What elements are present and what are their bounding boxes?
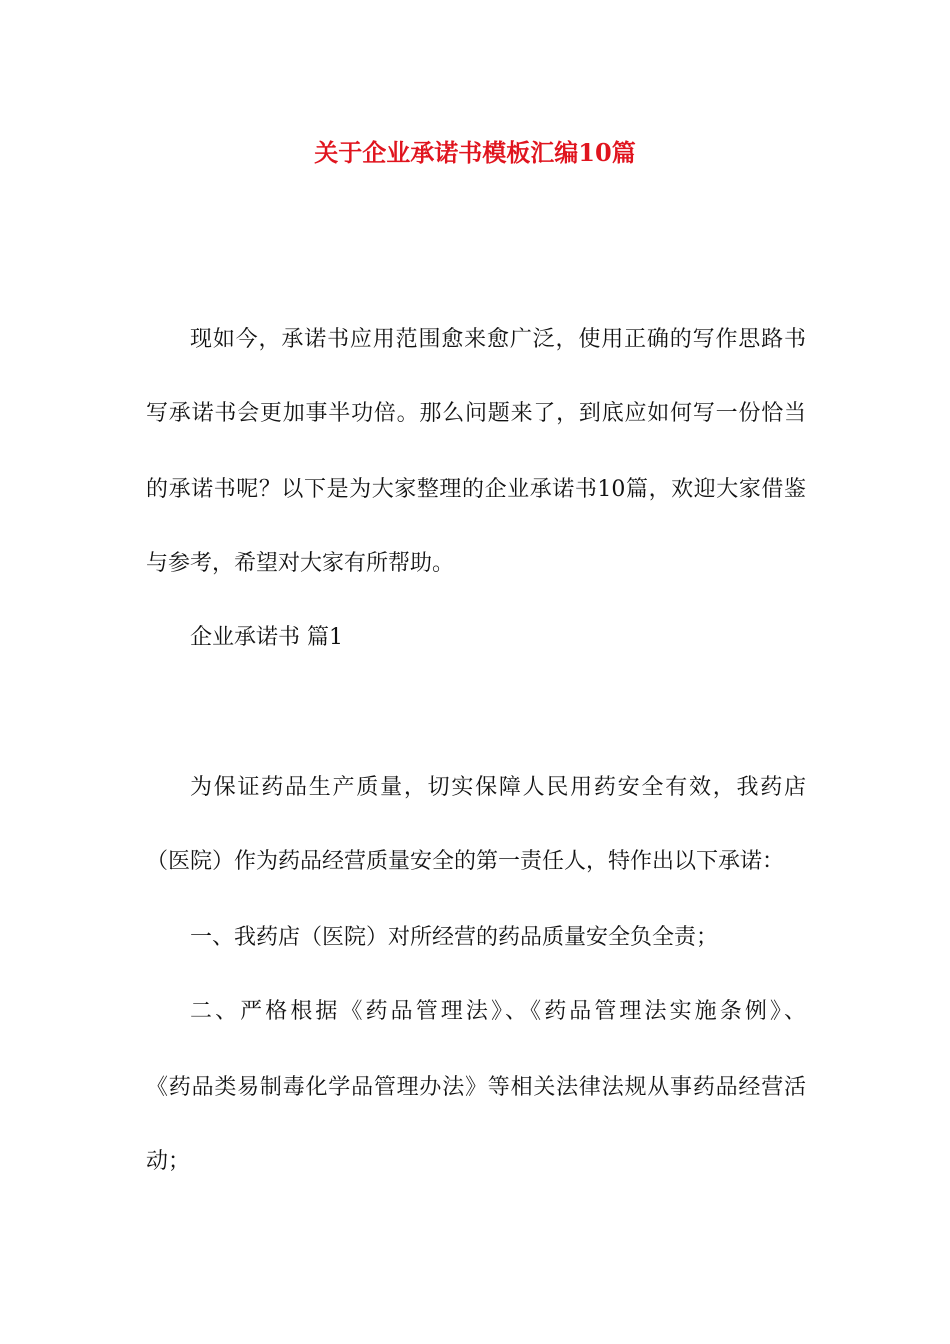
section-heading: 企业承诺书 篇1 [190, 625, 343, 650]
paragraph-line: 动； [146, 1149, 191, 1174]
paragraph-line: 《药品类易制毒化学品管理办法》等相关法律法规从事药品经营活 [146, 1075, 806, 1100]
paragraph-line: 现如今，承诺书应用范围愈来愈广泛，使用正确的写作思路书 [190, 327, 806, 352]
list-item: 二、严格根据《药品管理法》、《药品管理法实施条例》、 [190, 999, 806, 1024]
paragraph-line: 与参考，希望对大家有所帮助。 [146, 551, 455, 576]
paragraph-line: （医院）作为药品经营质量安全的第一责任人，特作出以下承诺： [146, 849, 785, 874]
list-item: 一、我药店（医院）对所经营的药品质量安全负全责； [190, 925, 719, 950]
document-title: 关于企业承诺书模板汇编10篇 [314, 138, 636, 167]
paragraph-line: 的承诺书呢？以下是为大家整理的企业承诺书10篇，欢迎大家借鉴 [146, 477, 806, 502]
paragraph-line: 写承诺书会更加事半功倍。那么问题来了，到底应如何写一份恰当 [146, 401, 806, 426]
paragraph-line: 为保证药品生产质量，切实保障人民用药安全有效，我药店 [190, 775, 806, 800]
